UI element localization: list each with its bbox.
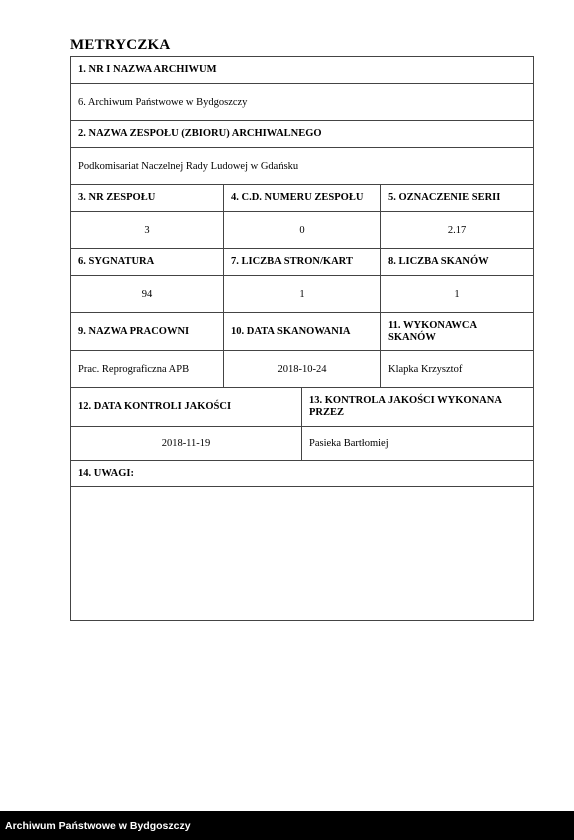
- scan-date-label: 10. DATA SKANOWANIA: [224, 313, 381, 350]
- archive-label: 1. NR I NAZWA ARCHIWUM: [78, 64, 217, 75]
- fonds-number-label: 3. NR ZESPOŁU: [71, 185, 224, 211]
- qc-operator-label: 13. KONTROLA JAKOŚCI WYKONANA PRZEZ: [309, 395, 502, 418]
- signature-label: 6. SYGNATURA: [71, 249, 224, 275]
- studio-name-label: 9. NAZWA PRACOWNI: [71, 313, 224, 350]
- pages-count-value: 1: [224, 276, 381, 312]
- qc-date-value: 2018-11-19: [71, 427, 302, 460]
- row6-labels: [71, 388, 533, 427]
- fonds-number-cont-label: 4. C.D. NUMERU ZESPOŁU: [224, 185, 381, 211]
- series-label: 5. OZNACZENIE SERII: [388, 192, 501, 203]
- fonds-number-value: 3: [71, 212, 224, 248]
- row4-values: [71, 276, 533, 313]
- footer-bar: Archiwum Państwowe w Bydgoszczy: [0, 811, 574, 840]
- page-title: METRYCZKA: [70, 37, 171, 53]
- fonds-name-label-row: [71, 121, 533, 148]
- scan-operator-label: 11. WYKONAWCA SKANÓW: [388, 319, 477, 343]
- fonds-name-label: 2. NAZWA ZESPOŁU (ZBIORU) ARCHIWALNEGO: [78, 128, 322, 139]
- archive-value: 6. Archiwum Państwowe w Bydgoszczy: [78, 96, 248, 108]
- row6-values: [71, 427, 533, 461]
- signature-value: 94: [71, 276, 224, 312]
- archive-label-row: [71, 57, 533, 84]
- series-value: 2.17: [447, 224, 467, 236]
- scan-date-value: 2018-10-24: [224, 351, 381, 387]
- fonds-name-value: Podkomisariat Naczelnej Rady Ludowej w Gdańsku: [78, 160, 299, 172]
- studio-name-value: Prac. Reprograficzna APB: [71, 351, 224, 387]
- notes-label: 14. UWAGI:: [78, 467, 135, 479]
- fonds-name-value-row: [71, 148, 533, 185]
- scans-count-label: 8. LICZBA SKANÓW: [388, 256, 489, 267]
- row5-labels: [71, 313, 533, 351]
- row5-values: [71, 351, 533, 388]
- notes-label-row: [71, 461, 533, 487]
- fonds-number-cont-value: 0: [224, 212, 381, 248]
- metadata-form: [70, 56, 534, 621]
- notes-value-row: [71, 487, 533, 620]
- row3-labels: [71, 185, 533, 212]
- row3-values: [71, 212, 533, 249]
- scan-operator-value: Klapka Krzysztof: [388, 363, 463, 375]
- archive-value-row: [71, 84, 533, 121]
- pages-count-label: 7. LICZBA STRON/KART: [224, 249, 381, 275]
- qc-date-label: 12. DATA KONTROLI JAKOŚCI: [71, 388, 302, 426]
- scans-count-value: 1: [454, 288, 460, 300]
- notes-value: [71, 487, 533, 620]
- qc-operator-value: Pasieka Bartłomiej: [309, 438, 389, 449]
- row4-labels: [71, 249, 533, 276]
